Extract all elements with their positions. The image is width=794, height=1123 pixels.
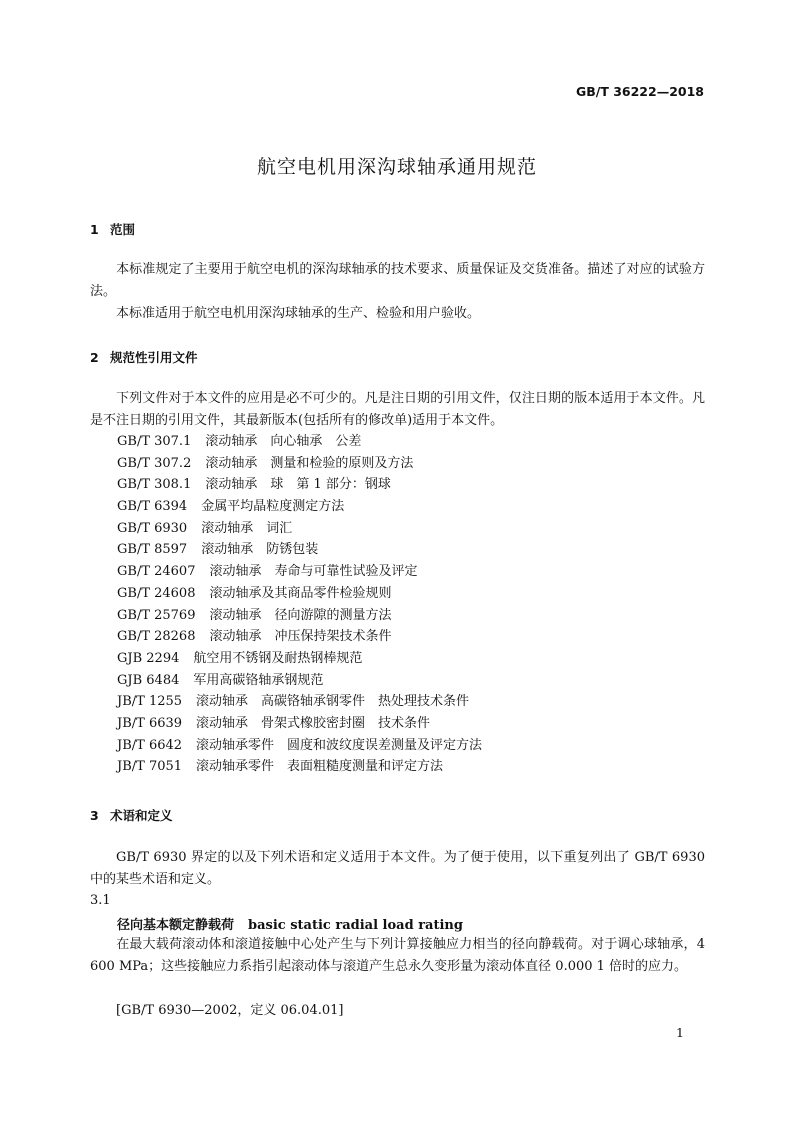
reference-title: 军用高碳铬轴承钢规范: [193, 672, 324, 688]
section-number: 1: [90, 222, 99, 237]
reference-title: 滚动轴承及其商品零件检验规则: [209, 585, 392, 601]
reference-title: 滚动轴承 词汇: [201, 520, 293, 536]
section-title: 术语和定义: [110, 808, 173, 823]
reference-title: 滚动轴承 向心轴承 公差: [205, 434, 362, 449]
section-3-intro: [90, 847, 705, 891]
reference-item: [117, 561, 482, 583]
reference-code: GB/T 25769: [117, 607, 196, 623]
reference-item: [117, 496, 482, 518]
paragraph-text: 本标准规定了主要用于航空电机的深沟球轴承的技术要求、质量保证及交货准备。描述了对应的试验方法。: [90, 262, 705, 299]
term-entry: [117, 914, 463, 933]
reference-title: 滚动轴承 高碳铬轴承钢零件 热处理技术条件: [196, 694, 470, 710]
reference-item: [117, 474, 482, 496]
reference-item: [117, 539, 482, 561]
term-source: [90, 1000, 705, 1022]
reference-code: GB/T 24607: [117, 564, 196, 580]
paragraph-text: GB/T 6930 界定的以及下列术语和定义适用于本文件。为了便于使用，以下重复列出了 GB/T 6930 中的某些术语和定义。: [90, 850, 705, 887]
section-number: 3: [90, 808, 99, 823]
reference-code: GB/T 28268: [117, 629, 196, 645]
reference-title: 滚动轴承 球 第 1 部分：钢球: [205, 477, 391, 493]
section-2-intro: [90, 388, 705, 432]
reference-item: [117, 583, 482, 605]
paragraph-text: 在最大载荷滚动体和滚道接触中心处产生与下列计算接触应力相当的径向静载荷。对于调心球轴承，4 600 MPa；这些接触应力系指引起滚动体与滚道产生总永久变形量为滚动体直径 0.000 1 倍时的应力。: [90, 937, 705, 974]
reference-title: 金属平均晶粒度测定方法: [201, 499, 345, 515]
reference-title: 滚动轴承 测量和检验的原则及方法: [205, 455, 414, 471]
reference-item: [117, 691, 482, 713]
reference-code: GJB 6484: [117, 672, 180, 688]
section-3-heading: [90, 806, 173, 824]
reference-code: GB/T 308.1: [117, 477, 192, 493]
reference-code: GB/T 6930: [117, 520, 188, 536]
reference-item: [117, 735, 482, 757]
reference-code: JB/T 1255: [117, 694, 183, 710]
reference-item: [117, 453, 482, 475]
reference-title: 航空用不锈钢及耐热钢棒规范: [193, 650, 363, 666]
reference-title: 滚动轴承零件 表面粗糙度测量和评定方法: [196, 759, 444, 775]
term-english: basic static radial load rating: [248, 918, 463, 933]
section-1-paragraph-1: [90, 259, 705, 303]
section-title: 范围: [110, 222, 136, 237]
reference-code: GJB 2294: [117, 650, 180, 666]
term-chinese: 径向基本额定静载荷: [117, 918, 235, 933]
standard-code: GB/T 36222—2018: [575, 84, 704, 99]
paragraph-text: 本标准适用于航空电机用深沟球轴承的生产、检验和用户验收。: [116, 306, 481, 321]
reference-title: 滚动轴承 冲压保持架技术条件: [209, 629, 392, 645]
section-2-heading: [90, 348, 198, 366]
reference-title: 滚动轴承零件 圆度和波纹度误差测量及评定方法: [196, 737, 483, 753]
section-title: 规范性引用文件: [110, 350, 198, 365]
reference-title: 滚动轴承 骨架式橡胶密封圈 技术条件: [196, 715, 431, 731]
reference-item: [117, 756, 482, 778]
reference-item: [117, 518, 482, 540]
reference-code: GB/T 6394: [117, 499, 188, 515]
source-text: [GB/T 6930—2002，定义 06.04.01]: [116, 1003, 344, 1018]
section-number: 2: [90, 350, 99, 365]
reference-code: JB/T 7051: [117, 759, 183, 775]
term-definition: [90, 934, 705, 978]
reference-code: JB/T 6639: [117, 715, 183, 731]
reference-title: 滚动轴承 径向游隙的测量方法: [209, 607, 392, 623]
reference-title: 滚动轴承 防锈包装: [201, 542, 319, 558]
section-1-heading: [90, 220, 135, 238]
reference-item: [117, 431, 482, 453]
reference-item: [117, 605, 482, 627]
reference-code: JB/T 6642: [117, 737, 183, 753]
reference-item: [117, 648, 482, 670]
term-number: 3.1: [90, 893, 111, 908]
paragraph-text: 下列文件对于本文件的应用是必不可少的。凡是注日期的引用文件，仅注日期的版本适用于本文件。凡是不注日期的引用文件，其最新版本(包括所有的修改单)适用于本文件。: [90, 391, 705, 428]
reference-code: GB/T 8597: [117, 542, 188, 558]
page-number: 1: [676, 1025, 684, 1040]
reference-item: [117, 626, 482, 648]
reference-item: [117, 713, 482, 735]
section-1-paragraph-2: [90, 303, 705, 325]
reference-code: GB/T 307.1: [117, 434, 192, 449]
reference-code: GB/T 24608: [117, 585, 196, 601]
reference-title: 滚动轴承 寿命与可靠性试验及评定: [209, 564, 418, 580]
normative-reference-list: [117, 431, 482, 778]
reference-code: GB/T 307.2: [117, 455, 192, 471]
document-title: 航空电机用深沟球轴承通用规范: [256, 156, 537, 178]
reference-item: [117, 670, 482, 692]
